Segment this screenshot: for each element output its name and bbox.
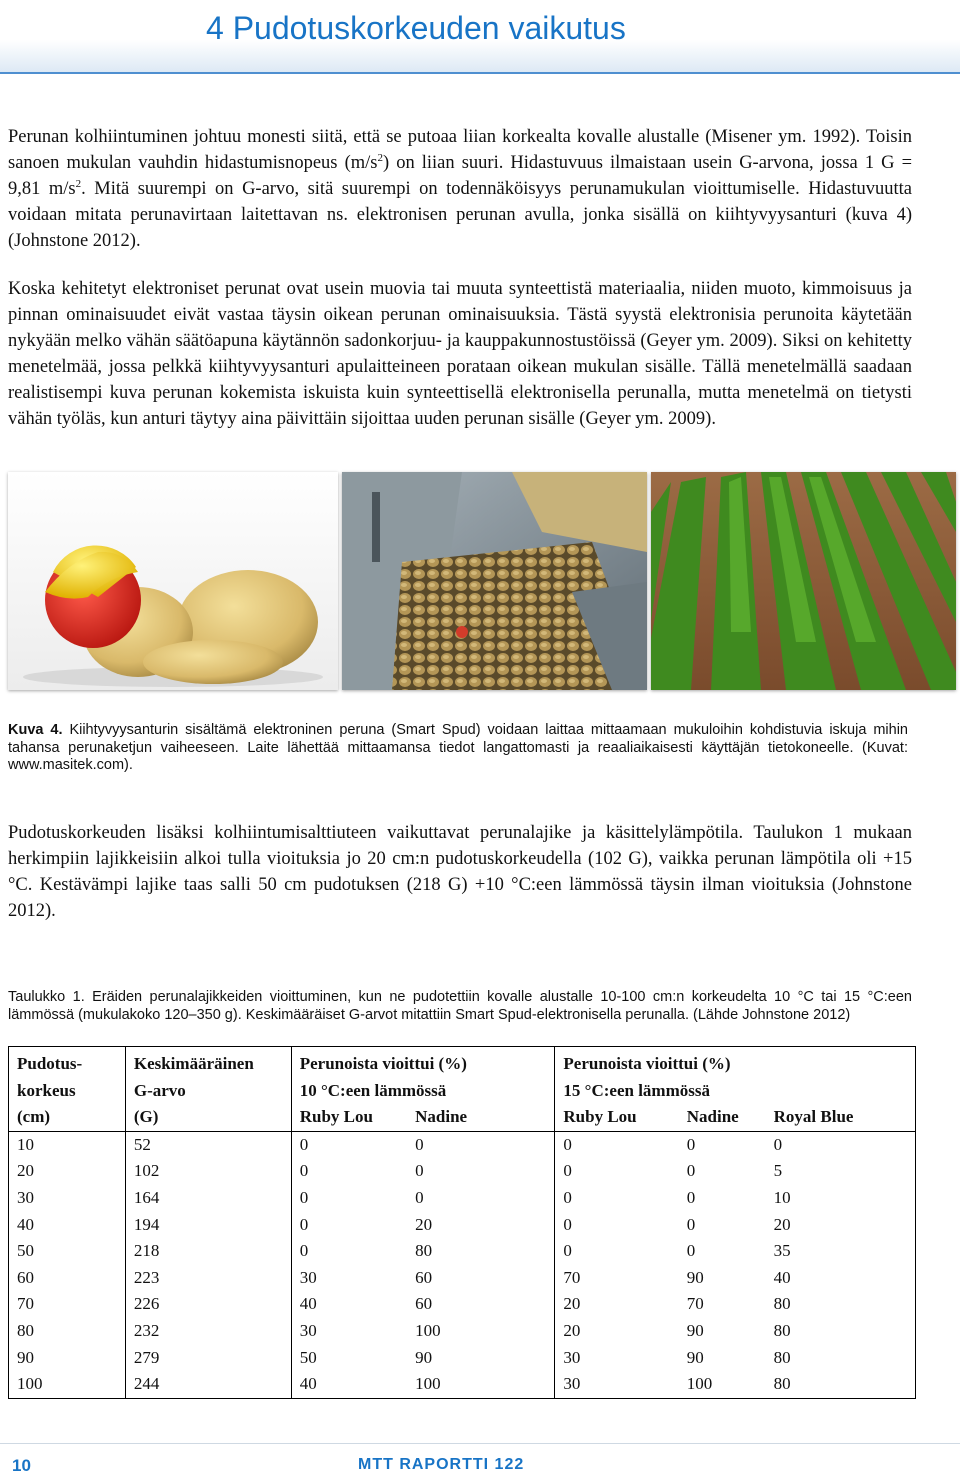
- table-row: [9, 1318, 916, 1345]
- header-height-3: (cm): [9, 1104, 126, 1131]
- table-row: [9, 1158, 916, 1185]
- table-cell: 0: [686, 1241, 696, 1261]
- table-cell: 0: [686, 1214, 696, 1234]
- table-cell: 10: [17, 1134, 34, 1154]
- header-g-3: (G): [125, 1104, 291, 1131]
- table-cell: 90: [17, 1347, 34, 1367]
- table-cell: 0: [686, 1187, 696, 1207]
- header-cultivar-1: Ruby Lou: [291, 1104, 407, 1131]
- figure-caption-text: Kiihtyvyysanturin sisältämä elektroninen peruna (Smart Spud) voidaan laittaa mittaamaan mukuloihin kohdistuvia iskuja mihin tahansa perunaketjun vaiheeseen. Laite lähettää mittaamansa tiedot langattomasti ja reaaliaikaisesti käyttäjän tietokoneelle. (Kuvat: www.masitek.com).: [8, 722, 908, 773]
- table-cell: 0: [686, 1161, 696, 1181]
- table-cell: 80: [415, 1241, 433, 1261]
- table-cell: 50: [17, 1241, 34, 1261]
- table-row: [9, 1345, 916, 1372]
- figure-caption-label: Kuva 4.: [8, 722, 63, 738]
- header-10c-2: 10 °C:een lämmössä: [291, 1078, 555, 1105]
- table-cell: 20: [415, 1214, 433, 1234]
- table-header-row-1: [9, 1047, 916, 1078]
- table-cell: 35: [773, 1241, 791, 1261]
- table-cell: 90: [686, 1267, 704, 1287]
- table-cell: 80: [17, 1320, 34, 1340]
- table-cell: 0: [291, 1185, 407, 1212]
- table-cell: 40: [291, 1371, 407, 1398]
- figure-caption: [8, 722, 908, 775]
- table-cell: 0: [555, 1185, 679, 1212]
- table-cell: 40: [291, 1291, 407, 1318]
- superscript-1: 2: [377, 151, 383, 164]
- table-cell: 164: [125, 1185, 291, 1212]
- table-cell: 0: [686, 1134, 696, 1154]
- harvester-illustration: [342, 472, 647, 690]
- paragraph-1-part-3: . Mitä suurempi on G-arvo, sitä suurempi on todennäköisyys perunamukulan vioittumiselle. Hidastuvuutta voidaan mitata perunavirtaan laitettavan ns. elektronisen perunan avulla, jonka sisällä on kiihtyvyysanturi (kuva 4) (Johnstone 2012).: [8, 179, 913, 251]
- table-cell: 0: [415, 1134, 424, 1154]
- table-cell: 40: [773, 1267, 791, 1287]
- table-row: [9, 1265, 916, 1292]
- table-cell: 0: [415, 1161, 424, 1181]
- table-cell: 0: [773, 1134, 783, 1154]
- table-cell: 0: [555, 1212, 679, 1239]
- paragraph-1: [8, 124, 912, 254]
- table-cell: 102: [125, 1158, 291, 1185]
- table-row: [9, 1212, 916, 1239]
- paragraph-1-part-2: ) on liian suuri. Hidastuvuus ilmaistaan usein G-arvona, jossa 1 G = 9,81 m/s: [8, 153, 912, 199]
- footer-divider: [0, 1443, 960, 1444]
- table-cell: 5: [773, 1161, 783, 1181]
- table-header-row-3: [9, 1104, 916, 1131]
- header-cultivar-5: Royal Blue: [766, 1104, 916, 1131]
- smart-spud-illustration: [8, 472, 338, 690]
- table-cell: 0: [555, 1158, 679, 1185]
- table-cell: 20: [555, 1318, 679, 1345]
- table-cell: 0: [291, 1212, 407, 1239]
- header-15c-1: Perunoista vioittui (%): [555, 1047, 916, 1078]
- superscript-2: 2: [75, 177, 82, 190]
- paragraph-1-part-1: Perunan kolhiintuminen johtuu monesti siitä, että se putoaa liian korkealta kovalle alustalle (Misener ym. 1992). Toisin sanoen mukulan vauhdin hidastumisnopeus (m/s: [8, 127, 912, 173]
- table-cell: 10: [773, 1187, 791, 1207]
- table-cell: 100: [415, 1320, 441, 1340]
- header-g-2: G-arvo: [125, 1078, 291, 1105]
- table-cell: 30: [291, 1265, 407, 1292]
- table-cell: 60: [17, 1267, 34, 1287]
- table-cell: 100: [17, 1374, 43, 1394]
- table-cell: 20: [17, 1161, 34, 1181]
- header-g-1: Keskimääräinen: [125, 1047, 291, 1078]
- table-cell: 279: [125, 1345, 291, 1372]
- table-cell: 70: [686, 1294, 704, 1314]
- paragraph-3: Pudotuskorkeuden lisäksi kolhiintumisalttiuteen vaikuttavat perunalajike ja käsittelylämpötila. Taulukon 1 mukaan herkimpiin lajikkeisiin alkoi tulla vioituksia jo 20 cm:n pudotuskorkeudella (102 G), vaikka perunan lämpötila oli +15 °C. Kestävämpi lajike taas salli 50 cm pudotuksen (218 G) +10 °C:een lämmössä täysin ilman vioituksia (Johnstone 2012).: [8, 823, 912, 921]
- header-height-1: Pudotus-: [17, 1054, 83, 1073]
- table-cell: 80: [773, 1374, 791, 1394]
- table-cell: 52: [125, 1131, 291, 1158]
- report-name: MTT RAPORTTI 122: [358, 1456, 525, 1473]
- page-title: 4 Pudotuskorkeuden vaikutus: [206, 10, 626, 46]
- table-cell: 0: [291, 1238, 407, 1265]
- title-band: [0, 0, 960, 74]
- table-cell: 0: [555, 1131, 679, 1158]
- potato-field-illustration: [651, 472, 956, 690]
- header-15c-2: 15 °C:een lämmössä: [555, 1078, 916, 1105]
- table-cell: 0: [555, 1238, 679, 1265]
- table-cell: 70: [17, 1294, 34, 1314]
- table-row: [9, 1238, 916, 1265]
- table-cell: 90: [686, 1320, 704, 1340]
- table-cell: 20: [773, 1214, 791, 1234]
- table-row: [9, 1185, 916, 1212]
- table-cell: 0: [291, 1131, 407, 1158]
- table-cell: 40: [17, 1214, 34, 1234]
- potato-field-photo: [651, 472, 956, 690]
- table-cell: 232: [125, 1318, 291, 1345]
- table-cell: 30: [555, 1345, 679, 1372]
- table-cell: 218: [125, 1238, 291, 1265]
- table-cell: 100: [415, 1374, 441, 1394]
- table-cell: 30: [291, 1318, 407, 1345]
- table-cell: 0: [415, 1187, 424, 1207]
- table-cell: 226: [125, 1291, 291, 1318]
- table-cell: 80: [773, 1347, 791, 1367]
- smart-spud-photo: [8, 472, 338, 690]
- paragraph-2: Koska kehitetyt elektroniset perunat ovat usein muovia tai muuta synteettistä materiaalia, niiden muoto, kimmoisuus ja pinnan ominaisuudet eivät vastaa täysin oikean perunan ominaisuuksia. Tästä syystä elektronisia perunoita käytetään nykyään melko vähän säätöapuna käytännön sadonkorjuu- ja kauppakunnostustöissä (Geyer ym. 2009). Siksi on kehitetty menetelmää, jossa pelkkä kiihtyvyysanturi apulaitteineen porataan oikean mukulan sisälle. Tällä menetelmällä saadaan realistisempi kuva perunan kokemista iskuista kuin synteettisellä elektronisella perunalla, mutta menetelmä on tietysti vähän työläs, kun anturi täytyy aina päivittäin sijoittaa uuden perunan sisälle (Geyer ym. 2009).: [8, 279, 912, 429]
- table-cell: 30: [555, 1371, 679, 1398]
- table-cell: 223: [125, 1265, 291, 1292]
- table-cell: 0: [291, 1158, 407, 1185]
- header-cultivar-3: Ruby Lou: [555, 1104, 679, 1131]
- table-cell: 60: [415, 1294, 433, 1314]
- table-cell: 90: [686, 1347, 704, 1367]
- table-header-row-2: [9, 1078, 916, 1105]
- table-row: [9, 1291, 916, 1318]
- damage-table: [8, 1046, 916, 1399]
- table-cell: 194: [125, 1212, 291, 1239]
- table-cell: 90: [415, 1347, 433, 1367]
- table-cell: 244: [125, 1371, 291, 1398]
- table-cell: 50: [291, 1345, 407, 1372]
- figure-4-images: [8, 472, 956, 690]
- table-row: [9, 1131, 916, 1158]
- table-cell: 80: [773, 1320, 791, 1340]
- table-caption: Taulukko 1. Eräiden perunalajikkeiden vioittuminen, kun ne pudotettiin kovalle alustalle 10-100 cm:n korkeudelta 10 °C tai 15 °C:een lämmössä (mukulakoko 120–350 g). Keskimääräiset G-arvot mitattiin Smart Spud-elektronisella perunalla. (Lähde Johnstone 2012): [8, 989, 912, 1023]
- table-row: [9, 1371, 916, 1398]
- header-cultivar-2: Nadine: [407, 1104, 555, 1131]
- table-cell: 100: [686, 1374, 713, 1394]
- table-cell: 20: [555, 1291, 679, 1318]
- table-cell: 60: [415, 1267, 433, 1287]
- table-cell: 80: [773, 1294, 791, 1314]
- harvester-photo: [342, 472, 647, 690]
- header-cultivar-4: Nadine: [679, 1104, 766, 1131]
- page-number: 10: [12, 1456, 31, 1475]
- header-10c-1: Perunoista vioittui (%): [291, 1047, 555, 1078]
- header-height-2: korkeus: [17, 1080, 76, 1100]
- table-cell: 70: [555, 1265, 679, 1292]
- table-cell: 30: [17, 1187, 34, 1207]
